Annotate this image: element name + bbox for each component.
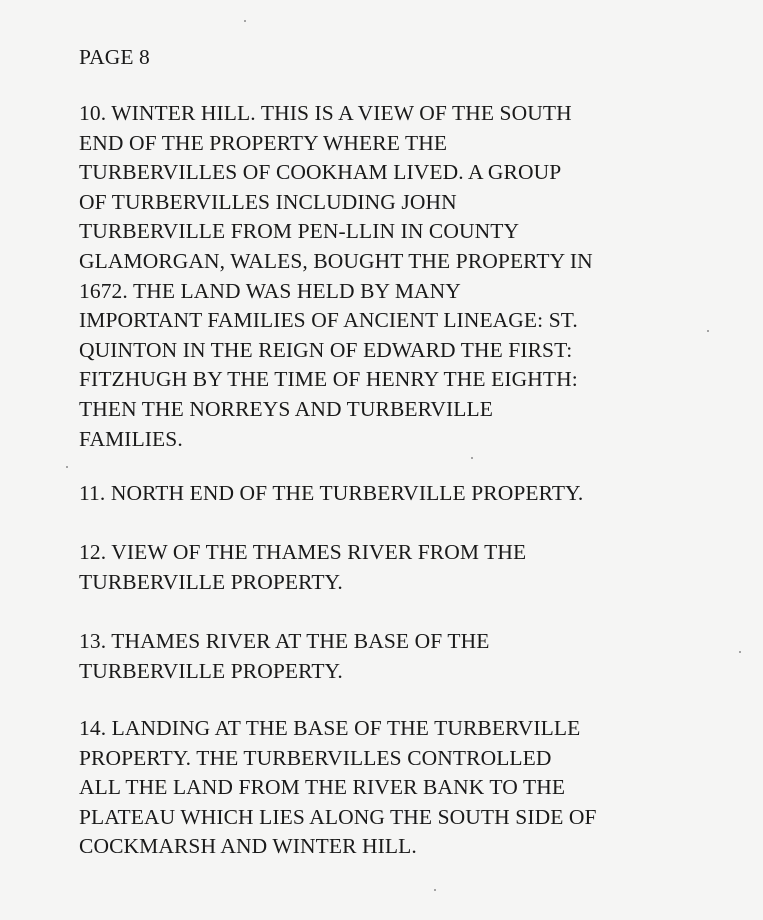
scan-speck (434, 889, 436, 891)
entry-line: 1672. THE LAND WAS HELD BY MANY (79, 278, 461, 303)
entry-14-landing (79, 714, 709, 862)
entry-line: END OF THE PROPERTY WHERE THE (79, 130, 448, 155)
entry-12-thames-view (79, 538, 709, 597)
entry-13-thames-base (79, 627, 709, 686)
entry-line: THEN THE NORREYS AND TURBERVILLE (79, 396, 493, 421)
scan-speck (739, 651, 741, 653)
entry-line: TURBERVILLE PROPERTY. (79, 658, 343, 683)
scan-speck (707, 330, 709, 332)
scan-speck (244, 20, 246, 22)
scan-speck (471, 457, 473, 459)
entry-line: PROPERTY. THE TURBERVILLES CONTROLLED (79, 745, 552, 770)
entry-line: 10. WINTER HILL. THIS IS A VIEW OF THE SOUTH (79, 101, 572, 125)
scan-speck (66, 466, 68, 468)
entry-line: QUINTON IN THE REIGN OF EDWARD THE FIRST: (79, 337, 573, 362)
entry-line: COCKMARSH AND WINTER HILL. (79, 834, 417, 859)
entry-line: TURBERVILLES OF COOKHAM LIVED. A GROUP (79, 160, 562, 185)
entry-line: GLAMORGAN, WALES, BOUGHT THE PROPERTY IN (79, 248, 593, 273)
entry-line: PLATEAU WHICH LIES ALONG THE SOUTH SIDE OF (79, 804, 597, 829)
page-number: PAGE 8 (79, 45, 150, 69)
entry-line: IMPORTANT FAMILIES OF ANCIENT LINEAGE: ST. (79, 308, 578, 333)
entry-line: OF TURBERVILLES INCLUDING JOHN (79, 189, 457, 214)
entry-line: TURBERVILLE FROM PEN-LLIN IN COUNTY (79, 219, 520, 244)
entry-line: ALL THE LAND FROM THE RIVER BANK TO THE (79, 775, 566, 800)
entry-line: 13. THAMES RIVER AT THE BASE OF THE (79, 629, 490, 653)
entry-line: 14. LANDING AT THE BASE OF THE TURBERVILLE (79, 716, 581, 740)
entry-line: TURBERVILLE PROPERTY. (79, 569, 343, 594)
entry-11-north-end (79, 479, 709, 509)
entry-line: FITZHUGH BY THE TIME OF HENRY THE EIGHTH: (79, 367, 578, 392)
entry-line: FAMILIES. (79, 426, 183, 451)
entry-line: 11. NORTH END OF THE TURBERVILLE PROPERTY. (79, 481, 584, 505)
entry-10-winter-hill (79, 99, 709, 454)
entry-line: 12. VIEW OF THE THAMES RIVER FROM THE (79, 540, 527, 564)
